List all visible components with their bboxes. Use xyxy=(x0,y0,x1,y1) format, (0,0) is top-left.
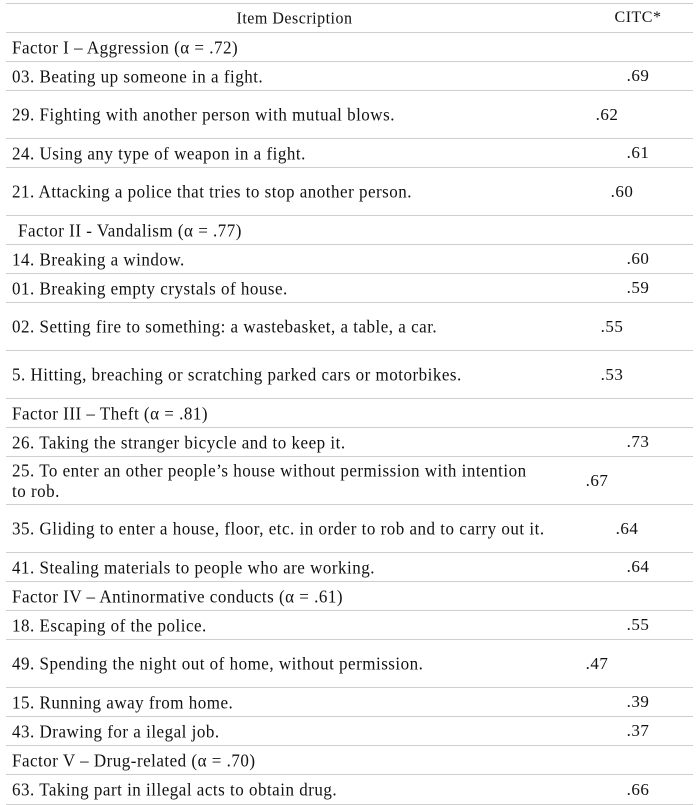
item-citc: .55 xyxy=(626,615,650,634)
item-description: 49. Spending the night out of home, without permission. xyxy=(12,653,424,674)
table-row xyxy=(6,717,693,746)
factor-row xyxy=(6,582,693,611)
item-description: 29. Fighting with another person with mutual blows. xyxy=(12,104,395,125)
item-citc: .64 xyxy=(626,557,650,576)
item-description: 03. Beating up someone in a fight. xyxy=(12,65,264,87)
header-item-description: Item Description xyxy=(236,8,353,28)
table-row xyxy=(6,139,693,168)
item-citc: .66 xyxy=(626,779,650,799)
header-citc: CITC* xyxy=(614,9,662,26)
factor-row xyxy=(6,399,693,428)
item-citc: .47 xyxy=(585,653,609,673)
item-citc: .53 xyxy=(600,364,624,384)
item-citc: .37 xyxy=(626,721,650,740)
item-citc: .69 xyxy=(626,66,650,85)
item-citc: .60 xyxy=(610,181,634,201)
item-citc: .67 xyxy=(585,470,609,490)
table-row xyxy=(6,91,693,139)
item-citc: .73 xyxy=(626,432,650,451)
table-row xyxy=(6,168,693,216)
factor-title: Factor III – Theft (α = .81) xyxy=(12,402,208,424)
item-description: 24. Using any type of weapon in a fight. xyxy=(12,142,306,164)
table-row xyxy=(6,62,693,91)
item-description: 14. Breaking a window. xyxy=(12,248,185,270)
table-row xyxy=(6,505,693,553)
factor-row xyxy=(6,33,693,62)
table-header xyxy=(6,3,693,33)
item-citc: .62 xyxy=(595,104,619,124)
item-description: 35. Gliding to enter a house, floor, etc. in order to rob and to carry out it. xyxy=(12,518,545,539)
item-description: 25. To enter an other people’s house without permission with intention to rob. xyxy=(12,459,527,502)
item-description: 21. Attacking a police that tries to stop another person. xyxy=(12,181,413,202)
table-row xyxy=(6,457,693,505)
item-citc: .39 xyxy=(626,692,650,711)
factor-row xyxy=(6,746,693,775)
citc-table xyxy=(6,3,693,805)
table-row xyxy=(6,640,693,688)
item-citc: .61 xyxy=(626,143,650,162)
table-row xyxy=(6,428,693,457)
item-citc: .55 xyxy=(600,316,624,336)
item-description: 26. Taking the stranger bicycle and to keep it. xyxy=(12,431,346,453)
factor-title: Factor V – Drug-related (α = .70) xyxy=(12,749,256,771)
table-row xyxy=(6,553,693,582)
factor-title: Factor IV – Antinormative conducts (α = .61) xyxy=(12,585,344,607)
item-description: 01. Breaking empty crystals of house. xyxy=(12,277,288,299)
table-row xyxy=(6,303,693,351)
item-citc: .59 xyxy=(626,278,650,297)
item-description: 15. Running away from home. xyxy=(12,691,234,713)
factor-title: Factor II - Vandalism (α = .77) xyxy=(18,219,242,241)
item-citc: .60 xyxy=(626,249,650,268)
table-row xyxy=(6,611,693,640)
item-citc: .64 xyxy=(615,518,639,538)
item-description: 63. Taking part in illegal acts to obtain drug. xyxy=(12,779,338,800)
table-row xyxy=(6,688,693,717)
item-description: 02. Setting fire to something: a wastebasket, a table, a car. xyxy=(12,316,438,337)
table-row xyxy=(6,245,693,274)
table-row xyxy=(6,351,693,399)
item-description: 5. Hitting, breaching or scratching parked cars or motorbikes. xyxy=(12,364,462,385)
factor-row xyxy=(6,216,693,245)
item-description: 18. Escaping of the police. xyxy=(12,614,207,636)
item-description: 41. Stealing materials to people who are working. xyxy=(12,556,375,578)
item-description: 43. Drawing for a ilegal job. xyxy=(12,720,220,742)
table-row xyxy=(6,274,693,303)
factor-title: Factor I – Aggression (α = .72) xyxy=(12,36,239,58)
table-row xyxy=(6,775,693,805)
